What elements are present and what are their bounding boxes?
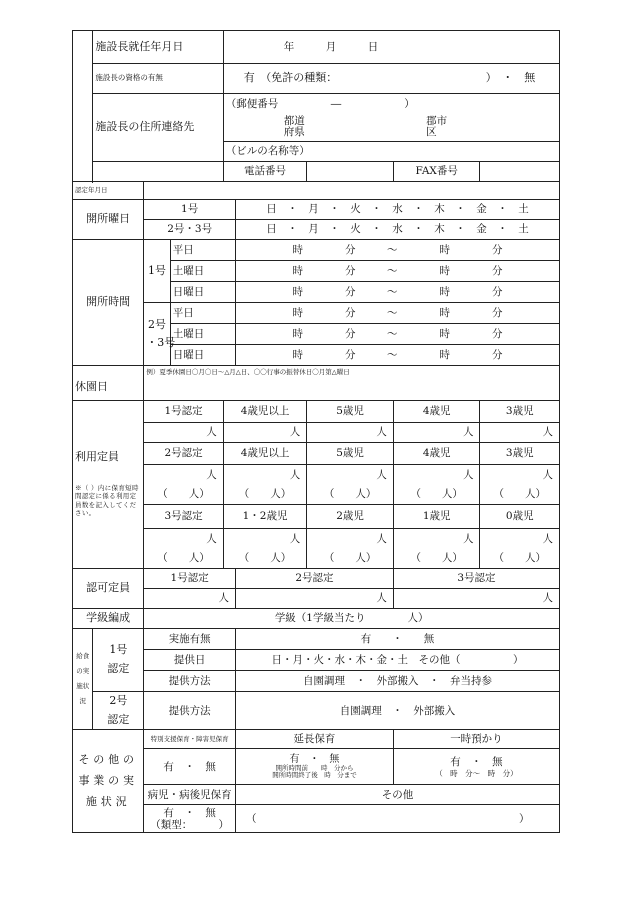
cap3-col-4: 0歳児 bbox=[480, 505, 560, 529]
cap3-short-0[interactable]: （ 人） bbox=[144, 549, 223, 569]
special-value[interactable]: 有 ・ 無 bbox=[144, 749, 236, 785]
cap3-val-2[interactable]: 人 bbox=[307, 529, 394, 549]
cap1-val-1[interactable]: 人 bbox=[223, 423, 307, 443]
meals-row-3-value[interactable]: 自園調理 ・ 外部搬入 ・ 弁当持参 bbox=[235, 671, 559, 692]
cap1-val-3[interactable]: 人 bbox=[393, 423, 480, 443]
meals-type-2: 2号 認定 bbox=[93, 692, 144, 730]
meals-row-3-label: 提供方法 bbox=[144, 671, 236, 692]
fax-label: FAX番号 bbox=[393, 162, 480, 182]
cap3-val-1[interactable]: 人 bbox=[223, 529, 307, 549]
capacity-label: 利用定員 bbox=[75, 450, 119, 464]
extended-value: 有 ・ 無 bbox=[289, 753, 340, 765]
meals-type-1: 1号 認定 bbox=[93, 629, 144, 692]
phone-label: 電話番号 bbox=[223, 162, 307, 182]
open-days-type-1: 1号 bbox=[144, 200, 236, 220]
cap2-short-4[interactable]: （ 人） bbox=[480, 485, 560, 505]
cap1-col-4: 3歳児 bbox=[480, 401, 560, 423]
phone-field[interactable] bbox=[307, 162, 394, 182]
open-days-type-2: 2号・3号 bbox=[144, 220, 236, 240]
temp-time: （ 時 分～ 時 分） bbox=[435, 768, 518, 778]
hours-2-sunday-time[interactable]: 時 分 ～ 時 分 bbox=[235, 345, 559, 366]
hours-1-sunday-time[interactable]: 時 分 ～ 時 分 bbox=[235, 282, 559, 303]
extended-label: 延長保育 bbox=[235, 730, 393, 749]
facility-form bbox=[72, 30, 560, 833]
qualification-label: 施設長の資格の有無 bbox=[93, 64, 223, 94]
cap2-col-2: 5歳児 bbox=[307, 443, 394, 465]
cap3-val-0[interactable]: 人 bbox=[144, 529, 223, 549]
form-table bbox=[72, 30, 560, 833]
classes-label: 学級編成 bbox=[73, 609, 144, 629]
cap3-short-4[interactable]: （ 人） bbox=[480, 549, 560, 569]
meals-type2-label: 提供方法 bbox=[144, 692, 236, 730]
hours-1-weekday-time[interactable]: 時 分 ～ 時 分 bbox=[235, 240, 559, 261]
cap2-val-3[interactable]: 人 bbox=[393, 465, 480, 485]
approved-label: 認可定員 bbox=[73, 569, 144, 609]
cap2-val-2[interactable]: 人 bbox=[307, 465, 394, 485]
cap3-val-3[interactable]: 人 bbox=[393, 529, 480, 549]
cap3-col-3: 1歳児 bbox=[393, 505, 480, 529]
open-days-2[interactable]: 日 ・ 月 ・ 火 ・ 水 ・ 木 ・ 金 ・ 土 bbox=[235, 220, 559, 240]
cap1-val-0[interactable]: 人 bbox=[144, 423, 223, 443]
meals-row-2-label: 提供日 bbox=[144, 650, 236, 671]
misc-value[interactable]: （ ） bbox=[235, 805, 559, 833]
meals-row-2-value[interactable]: 日・月・火・水・木・金・土 その他（ ） bbox=[235, 650, 559, 671]
cap1-col-3: 4歳児 bbox=[393, 401, 480, 423]
cap2-short-0[interactable]: （ 人） bbox=[144, 485, 223, 505]
temp-value: 有 ・ 無 bbox=[450, 756, 503, 769]
approved-col-3: 3号認定 bbox=[393, 569, 559, 589]
hours-2-weekday: 平日 bbox=[170, 303, 235, 324]
meals-row-1-label: 実施有無 bbox=[144, 629, 236, 650]
sick-type: （類型： ） bbox=[150, 818, 230, 831]
cap3-short-1[interactable]: （ 人） bbox=[223, 549, 307, 569]
hours-1-sunday: 日曜日 bbox=[170, 282, 235, 303]
cap3-col-2: 2歳児 bbox=[307, 505, 394, 529]
special-label: 特別支援保育・障害児保育 bbox=[144, 730, 236, 749]
open-days-1[interactable]: 日 ・ 月 ・ 火 ・ 水 ・ 木 ・ 金 ・ 土 bbox=[235, 200, 559, 220]
hours-type-1: 1号 bbox=[144, 240, 170, 303]
left-margin-cell bbox=[73, 31, 93, 182]
building-field[interactable]: （ビルの名称等） bbox=[223, 142, 559, 162]
prefecture-label: 都道 府県 bbox=[283, 114, 305, 139]
hours-2-sunday: 日曜日 bbox=[170, 345, 235, 366]
approved-val-2[interactable]: 人 bbox=[235, 589, 393, 609]
open-days-label: 開所曜日 bbox=[73, 200, 144, 240]
meals-row-1-value[interactable]: 有 ・ 無 bbox=[235, 629, 559, 650]
cap2-val-1[interactable]: 人 bbox=[223, 465, 307, 485]
certified-date-field[interactable] bbox=[144, 182, 560, 200]
appointed-label: 施設長就任年月日 bbox=[93, 31, 223, 64]
city-label: 郡市 区 bbox=[426, 114, 448, 139]
cap1-label: 1号認定 bbox=[144, 401, 223, 423]
cap2-val-4[interactable]: 人 bbox=[480, 465, 560, 485]
cap2-short-2[interactable]: （ 人） bbox=[307, 485, 394, 505]
appointed-value[interactable]: 年 月 日 bbox=[223, 31, 559, 64]
hours-2-saturday-time[interactable]: 時 分 ～ 時 分 bbox=[235, 324, 559, 345]
cap3-val-4[interactable]: 人 bbox=[480, 529, 560, 549]
contact-label: 施設長の住所連絡先 bbox=[93, 94, 223, 162]
cap2-short-3[interactable]: （ 人） bbox=[393, 485, 480, 505]
cap3-short-3[interactable]: （ 人） bbox=[393, 549, 480, 569]
other-label: その他の事業の実施状況 bbox=[73, 730, 144, 833]
extended-start: 開所時間前 時 分から bbox=[275, 764, 354, 773]
sick-cell[interactable] bbox=[144, 805, 236, 833]
holiday-example[interactable]: 例）夏季休園日〇月〇日～△月△日、〇〇行事の振替休日〇月第△曜日 bbox=[144, 366, 560, 401]
extended-cell[interactable] bbox=[235, 749, 393, 785]
meals-label: 給食 の実 施状 況 bbox=[73, 629, 93, 730]
postal-field[interactable]: （郵便番号 ― ） bbox=[223, 94, 559, 114]
hours-2-saturday: 土曜日 bbox=[170, 324, 235, 345]
open-hours-label: 開所時間 bbox=[73, 240, 144, 366]
hours-1-weekday: 平日 bbox=[170, 240, 235, 261]
hours-2-weekday-time[interactable]: 時 分 ～ 時 分 bbox=[235, 303, 559, 324]
meals-type2-value[interactable]: 自園調理 ・ 外部搬入 bbox=[235, 692, 559, 730]
approved-col-2: 2号認定 bbox=[235, 569, 393, 589]
hours-1-saturday-time[interactable]: 時 分 ～ 時 分 bbox=[235, 261, 559, 282]
certified-date-label: 認定年月日 bbox=[73, 182, 144, 200]
cap3-col-1: 1・2歳児 bbox=[223, 505, 307, 529]
capacity-note: ※（ ）内に保育短時間認定に係る利用定員数を記入してください。 bbox=[75, 483, 139, 518]
cap1-col-2: 5歳児 bbox=[307, 401, 394, 423]
contact-blank bbox=[93, 162, 223, 182]
fax-field[interactable] bbox=[480, 162, 560, 182]
cap2-col-4: 3歳児 bbox=[480, 443, 560, 465]
holiday-label: 休園日 bbox=[73, 366, 144, 401]
approved-val-1[interactable]: 人 bbox=[144, 589, 236, 609]
cap1-val-2[interactable]: 人 bbox=[307, 423, 394, 443]
extended-end: 開所時間終了後 時 分まで bbox=[272, 771, 357, 780]
cap3-short-2[interactable]: （ 人） bbox=[307, 549, 394, 569]
cap2-val-0[interactable]: 人 bbox=[144, 465, 223, 485]
sick-label: 病児・病後児保育 bbox=[144, 785, 236, 805]
cap2-col-3: 4歳児 bbox=[393, 443, 480, 465]
approved-col-1: 1号認定 bbox=[144, 569, 236, 589]
cap2-label: 2号認定 bbox=[144, 443, 223, 465]
hours-type-2: 2号 ・3号 bbox=[144, 303, 170, 366]
classes-value[interactable]: 学級（1学級当たり 人） bbox=[144, 609, 560, 629]
cap1-col-1: 4歳児以上 bbox=[223, 401, 307, 423]
cap2-col-1: 4歳児以上 bbox=[223, 443, 307, 465]
address-line[interactable] bbox=[223, 114, 559, 142]
hours-1-saturday: 土曜日 bbox=[170, 261, 235, 282]
approved-val-3[interactable]: 人 bbox=[393, 589, 559, 609]
cap1-val-4[interactable]: 人 bbox=[480, 423, 560, 443]
misc-label: その他 bbox=[235, 785, 559, 805]
cap2-short-1[interactable]: （ 人） bbox=[223, 485, 307, 505]
capacity-label-cell bbox=[73, 401, 144, 569]
cap3-label: 3号認定 bbox=[144, 505, 223, 529]
sick-value: 有 ・ 無 bbox=[163, 806, 216, 819]
qualification-value[interactable]: 有 （免許の種類： ） ・ 無 bbox=[223, 64, 559, 94]
temp-label: 一時預かり bbox=[393, 730, 559, 749]
temp-cell[interactable] bbox=[393, 749, 559, 785]
